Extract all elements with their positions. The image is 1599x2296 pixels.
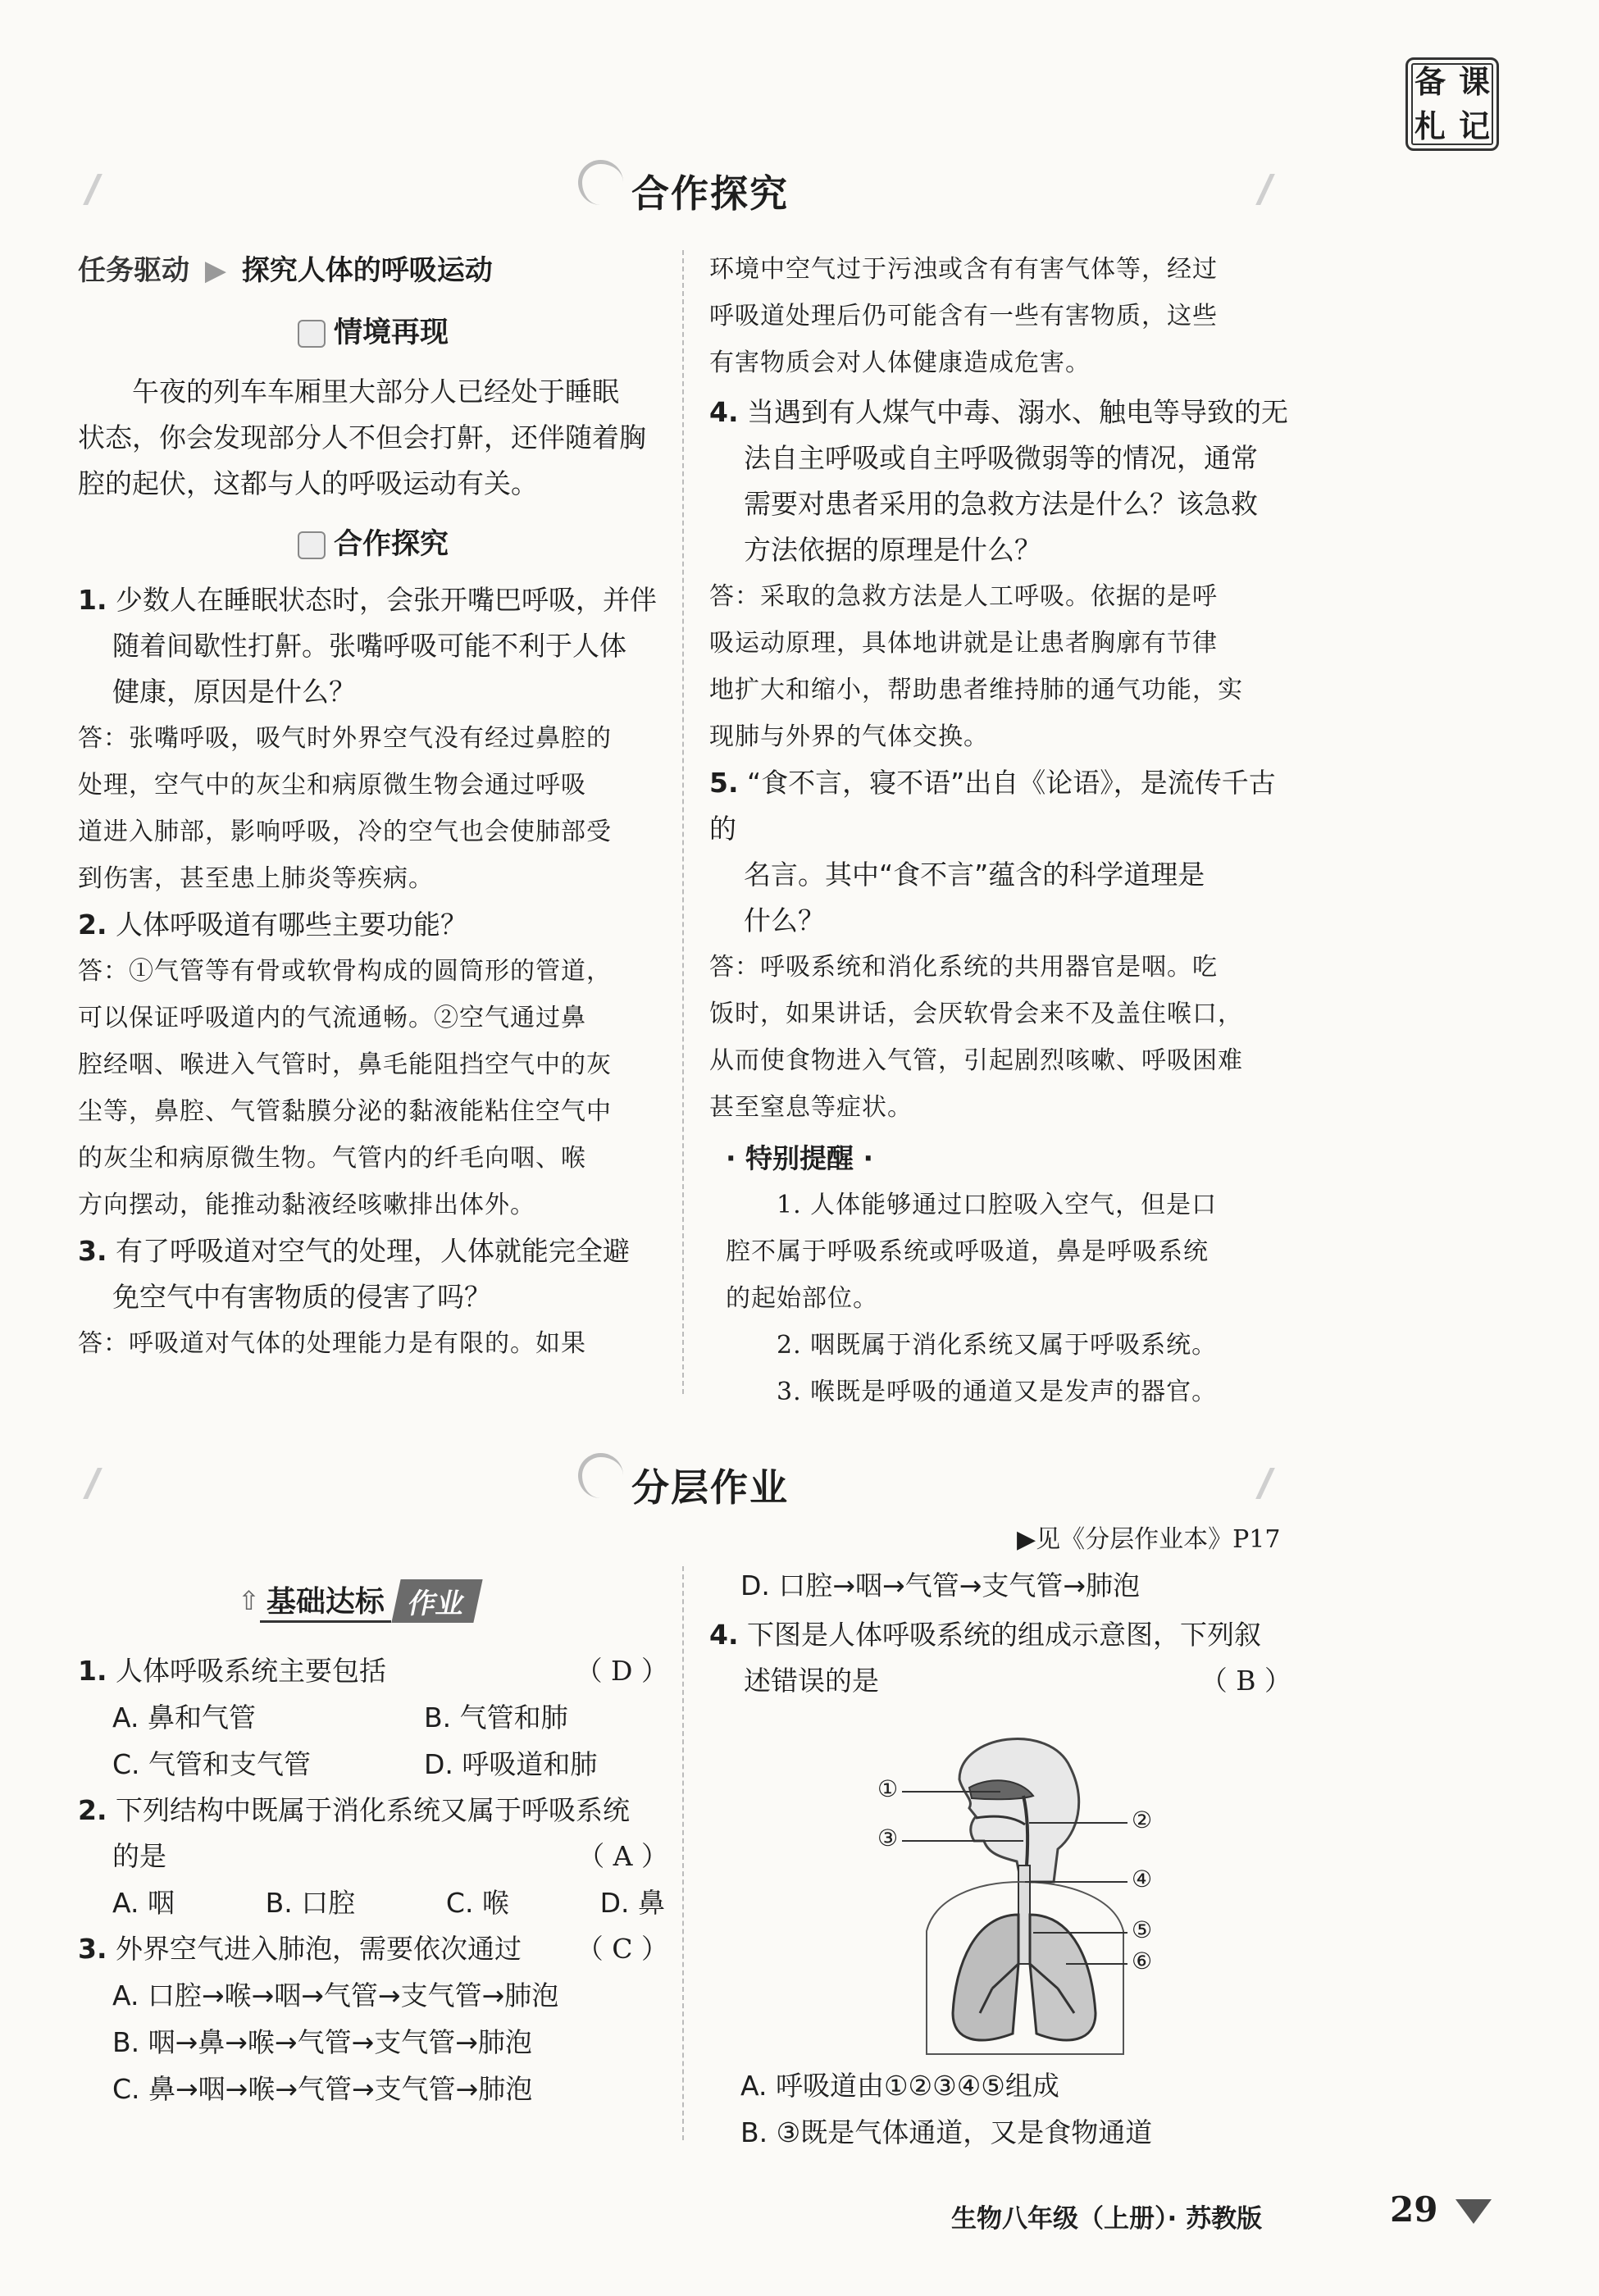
option-row (78, 1879, 668, 1926)
option: D. 口腔→咽→气管→支气管→肺泡 (740, 1569, 1140, 1601)
answer-line: 答：呼吸系统和消化系统的共用器官是咽。吃 (709, 953, 1218, 982)
answer-line: 道进入肺部，影响呼吸，冷的空气也会使肺部受 (78, 818, 612, 846)
answer-line: 吸运动原理，具体地讲就是让患者胸廓有节律 (709, 629, 1218, 658)
column-divider (682, 250, 684, 1394)
task-title: 探究人体的呼吸运动 (241, 254, 493, 287)
coop-header (78, 522, 668, 567)
badge-char: 课 (1458, 63, 1490, 100)
question-number: 3. (78, 1933, 107, 1965)
question-text: 下图是人体呼吸系统的组成示意图，下列叙 (747, 1619, 1261, 1651)
text-line: 需要对患者采用的急救方法是什么？该急救 (744, 488, 1258, 520)
question-text: 述错误的是 (744, 1665, 879, 1697)
homework-ref-text: 见《分层作业本》P17 (1036, 1525, 1281, 1554)
decor-slash-right (1255, 174, 1296, 205)
answer-line: 到伤害，甚至患上肺炎等疾病。 (78, 864, 434, 893)
answer-line: 饭时，如果讲话，会厌软骨会来不及盖住喉口， (709, 1000, 1243, 1028)
hw-question-4-options (709, 2062, 1292, 2156)
option: C. 气管和支气管 (112, 1748, 312, 1780)
answer-line: 呼吸道处理后仍可能含有一些有害物质，这些 (709, 302, 1218, 330)
question-number: 1. (78, 1655, 107, 1687)
text-line: 午夜的列车车厢里大部分人已经处于睡眠 (132, 376, 619, 408)
footer-triangle-icon (1456, 2199, 1492, 2224)
diagram-label: ⑥ (1132, 1947, 1153, 1975)
answer-choice: （ D ） (575, 1655, 668, 1687)
reminder-title: · 特别提醒 · (726, 1142, 874, 1174)
homework-right-column (709, 1562, 1292, 1704)
respiratory-system-diagram (877, 1718, 1189, 2062)
homework-left-column (78, 1648, 668, 2112)
question-number: 3. (78, 1235, 107, 1267)
option: B. 口腔 (265, 1887, 356, 1919)
reminder-line: 2. 咽既属于消化系统又属于呼吸系统。 (777, 1331, 1218, 1360)
text-line: “食不言，寝不语”出自《论语》，是流传千古的 (709, 767, 1276, 845)
basic-standard-header (238, 1578, 478, 1623)
badge-char: 记 (1458, 107, 1490, 144)
answer-line: 腔经咽、喉进入气管时，鼻毛能阻挡空气中的灰 (78, 1050, 612, 1079)
text-line: 有了呼吸道对空气的处理，人体就能完全避 (116, 1235, 630, 1267)
question-number: 4. (709, 1619, 739, 1651)
left-column (78, 310, 668, 1367)
answer-line: 处理，空气中的灰尘和病原微生物会通过呼吸 (78, 771, 586, 800)
homework-ref (1017, 1519, 1280, 1555)
text-line: 名言。其中“食不言”蕴含的科学道理是 (744, 859, 1205, 891)
text-line: 腔的起伏，这都与人的呼吸运动有关。 (78, 467, 538, 499)
option: C. 鼻→咽→喉→气管→支气管→肺泡 (112, 2073, 533, 2105)
triangle-icon: ▶ (204, 254, 226, 287)
option: A. 鼻和气管 (112, 1702, 256, 1733)
question-number: 5. (709, 767, 739, 799)
decor-slash-left (83, 174, 124, 205)
text-line: 少数人在睡眠状态时，会张开嘴巴呼吸，并伴 (116, 584, 657, 616)
section-swirl-icon (578, 160, 623, 205)
answer-line: 从而使食物进入气管，引起剧烈咳嗽、呼吸困难 (709, 1046, 1243, 1075)
question-text: 下列结构中既属于消化系统又属于呼吸系统 (116, 1794, 630, 1826)
answer-line: 尘等，鼻腔、气管黏膜分泌的黏液能粘住空气中 (78, 1097, 612, 1126)
text-line: 健康，原因是什么？ (112, 676, 356, 708)
question-5 (709, 760, 1292, 1131)
task-label: 任务驱动 (78, 254, 189, 287)
text-line: 当遇到有人煤气中毒、溺水、触电等导致的无 (747, 396, 1288, 428)
notes-badge (1405, 57, 1499, 151)
option-row (78, 1741, 668, 1788)
hw-question-3 (78, 1926, 668, 1972)
question-text: 的是 (112, 1840, 166, 1872)
badge-char: 札 (1414, 107, 1446, 144)
option: B. ③既是气体通道，又是食物通道 (740, 2116, 1153, 2148)
question-4 (709, 390, 1292, 760)
reminder-line: 腔不属于呼吸系统或呼吸道，鼻是呼吸系统 (726, 1237, 1209, 1266)
question-number: 2. (78, 1794, 107, 1826)
question-number: 1. (78, 584, 107, 616)
text-line: 免空气中有害物质的侵害了吗？ (112, 1281, 491, 1313)
section-title-cooperation: 合作探究 (631, 171, 789, 216)
hw-question-1 (78, 1648, 668, 1694)
answer-choice: （ A ） (577, 1840, 668, 1872)
diagram-label: ② (1132, 1806, 1153, 1834)
scene-paragraph (78, 369, 668, 507)
question-line (78, 1834, 668, 1879)
section-title-homework: 分层作业 (631, 1465, 789, 1510)
answer-line: 甚至窒息等症状。 (709, 1093, 913, 1122)
decor-slash-right (1255, 1468, 1296, 1499)
option: B. 气管和肺 (424, 1702, 568, 1733)
basic-label: 基础达标 (260, 1578, 391, 1623)
diagram-label: ④ (1132, 1866, 1153, 1893)
answer-line: 的灰尘和病原微生物。气管内的纤毛向咽、喉 (78, 1144, 586, 1173)
diagram-label: ⑤ (1132, 1916, 1153, 1943)
option: C. 喉 (445, 1887, 509, 1919)
footer-book-title: 生物八年级（上册）· 苏教版 (951, 2204, 1263, 2234)
diagram-label: ① (877, 1775, 899, 1802)
special-reminder (709, 1136, 1292, 1415)
text-line: 法自主呼吸或自主呼吸微弱等的情况，通常 (744, 442, 1258, 474)
column-divider (682, 1566, 684, 2140)
coop-icon (298, 531, 326, 559)
scene-header (78, 310, 668, 356)
answer-line: 地扩大和缩小，帮助患者维持肺的通气功能，实 (709, 676, 1243, 704)
question-number: 2. (78, 909, 107, 941)
triangle-icon: ▶ (1017, 1525, 1036, 1554)
answer-line: 答：①气管等有骨或软骨构成的圆筒形的管道， (78, 957, 612, 986)
reminder-line: 1. 人体能够通过口腔吸入空气，但是口 (777, 1191, 1218, 1219)
right-column (709, 246, 1292, 1415)
answer-line: 答：张嘴呼吸，吸气时外界空气没有经过鼻腔的 (78, 724, 612, 753)
option: D. 呼吸道和肺 (424, 1748, 598, 1780)
option: B. 咽→鼻→喉→气管→支气管→肺泡 (112, 2026, 532, 2058)
text-line: 什么？ (744, 904, 825, 936)
option: A. 呼吸道由①②③④⑤组成 (740, 2070, 1059, 2102)
question-number: 4. (709, 396, 739, 428)
task-header (78, 250, 493, 291)
decor-slash-left (83, 1468, 124, 1499)
hw-question-4 (709, 1612, 1292, 1658)
question-text: 人体呼吸系统主要包括 (116, 1655, 386, 1687)
option-row (78, 1694, 668, 1741)
option: D. 鼻 (599, 1887, 665, 1919)
answer-choice: （ B ） (1200, 1665, 1292, 1697)
option: A. 咽 (112, 1887, 175, 1919)
answer-choice: （ C ） (576, 1933, 668, 1965)
homework-tag: 作业 (391, 1579, 482, 1623)
text-line: 方法依据的原理是什么？ (744, 534, 1041, 566)
scene-header-text: 情境再现 (333, 317, 449, 349)
text-line: 随着间歇性打鼾。张嘴呼吸可能不利于人体 (112, 630, 626, 662)
coop-header-text: 合作探究 (333, 528, 449, 561)
text-line: 人体呼吸道有哪些主要功能？ (116, 909, 467, 941)
section-swirl-icon (578, 1453, 623, 1498)
diagram-label: ③ (877, 1824, 899, 1852)
answer-line: 答：呼吸道对气体的处理能力是有限的。如果 (78, 1329, 586, 1358)
answer-line: 现肺与外界的气体交换。 (709, 722, 989, 751)
question-text: 外界空气进入肺泡，需要依次通过 (116, 1933, 522, 1965)
answer-line: 环境中空气过于污浊或含有有害气体等，经过 (709, 255, 1218, 284)
badge-char: 备 (1414, 63, 1446, 100)
option: A. 口腔→喉→咽→气管→支气管→肺泡 (112, 1979, 559, 2011)
answer-line: 有害物质会对人体健康造成危害。 (709, 348, 1091, 377)
scene-icon (298, 320, 326, 348)
answer-line: 答：采取的急救方法是人工呼吸。依据的是呼 (709, 582, 1218, 611)
question-2 (78, 902, 668, 1228)
answer-line: 可以保证呼吸道内的气流通畅。②空气通过鼻 (78, 1004, 586, 1032)
question-1 (78, 577, 668, 902)
question-3 (78, 1228, 668, 1367)
answer-line: 方向摆动，能推动黏液经咳嗽排出体外。 (78, 1191, 535, 1219)
up-arrow-icon: ⇧ (238, 1585, 260, 1616)
hw-question-2 (78, 1788, 668, 1834)
page-number: 29 (1390, 2189, 1438, 2230)
text-line: 状态，你会发现部分人不但会打鼾，还伴随着胸 (78, 421, 646, 453)
question-line (709, 1658, 1292, 1704)
reminder-line: 3. 喉既是呼吸的通道又是发声的器官。 (777, 1378, 1218, 1406)
reminder-line: 的起始部位。 (726, 1284, 878, 1313)
